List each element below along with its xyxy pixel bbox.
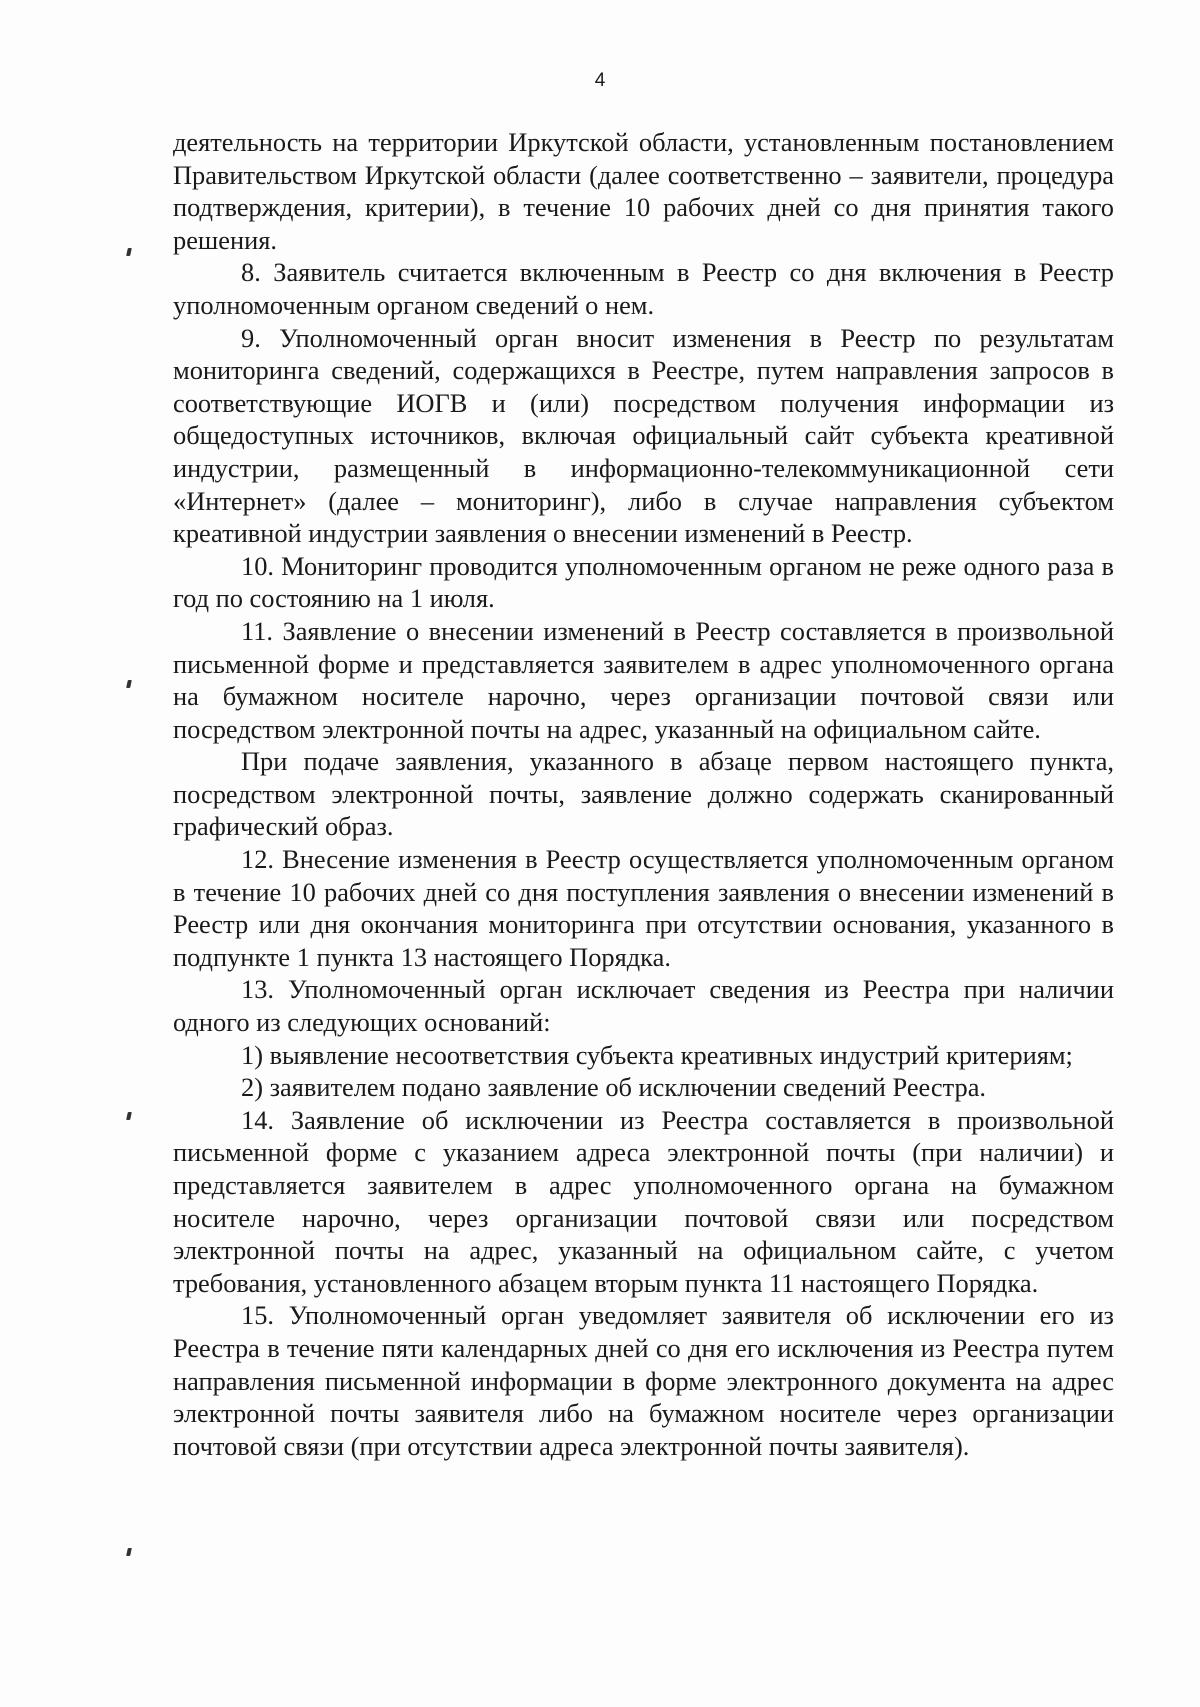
paragraph-item-14: 14. Заявление об исключении из Реестра составляется в произвольной письменной форме с указанием адреса электронной почты (при наличии) и представляется заявителем в адрес уполномоченного органа на бумажном носителе нарочно, через организации почтовой связи или посредством электронной почты на адрес, указанный на официальном сайте, с учетом требования, установленного абзацем вторым пункта 11 настоящего Порядка. <box>173 1104 1114 1298</box>
paragraph-item-13: 13. Уполномоченный орган исключает сведения из Реестра при наличии одного из следующих оснований: <box>173 974 1114 1038</box>
paragraph-item-15: 15. Уполномоченный орган уведомляет заявителя об исключении его из Реестра в течение пяти календарных дней со дня его исключения из Реестра путем направления письменной информации в форме электронного документа на адрес электронной почты заявителя либо на бумажном носителе через организации почтовой связи (при отсутствии адреса электронной почты заявителя). <box>173 1300 1114 1461</box>
document-body <box>173 126 1114 1462</box>
paragraph-item-10: 10. Мониторинг проводится уполномоченным органом не реже одного раза в год по состоянию на 1 июля. <box>173 550 1114 614</box>
paragraph-item-12: 12. Внесение изменения в Реестр осуществляется уполномоченным органом в течение 10 рабочих дней со дня поступления заявления о внесении изменений в Реестр или дня окончания мониторинга при отсутствии основания, указанного в подпункте 1 пункта 13 настоящего Порядка. <box>173 844 1114 972</box>
margin-scan-mark <box>126 1548 132 1556</box>
margin-scan-mark <box>126 1112 132 1120</box>
paragraph-item-8: 8. Заявитель считается включенным в Реестр со дня включения в Реестр уполномоченным органом сведений о нем. <box>173 257 1114 320</box>
paragraph-item-9: 9. Уполномоченный орган вносит изменения в Реестр по результатам мониторинга сведений, содержащихся в Реестре, путем направления запросов в соответствующие ИОГВ и (или) посредством получения информации из общедоступных источников, включая официальный сайт субъекта креативной индустрии, размещенный в информационно-телекоммуникационной сети «Интернет» (далее – мониторинг), либо в случае направления субъектом креативной индустрии заявления о внесении изменений в Реестр. <box>173 322 1114 549</box>
paragraph-item-13-sub-1: 1) выявление несоответствия субъекта креативных индустрий критериям; <box>241 1039 1073 1070</box>
paragraph-item-13-sub-2: 2) заявителем подано заявление об исключении сведений Реестра. <box>241 1072 987 1103</box>
margin-scan-mark <box>126 248 132 256</box>
paragraph-continuation: деятельность на территории Иркутской области, установленным постановлением Правительством Иркутской области (далее соответственно – заявители, процедура подтверждения, критерии), в течение 10 рабочих дней со дня принятия такого решения. <box>173 127 1114 255</box>
margin-scan-mark <box>126 680 132 688</box>
page-number: 4 <box>594 70 606 91</box>
paragraph-item-11: 11. Заявление о внесении изменений в Реестр составляется в произвольной письменной форме и представляется заявителем в адрес уполномоченного органа на бумажном носителе нарочно, через организации почтовой связи или посредством электронной почты на адрес, указанный на официальном сайте. <box>173 615 1114 744</box>
paragraph-item-11-second: При подаче заявления, указанного в абзаце первом настоящего пункта, посредством электронной почты, заявление должно содержать сканированный графический образ. <box>173 746 1114 842</box>
